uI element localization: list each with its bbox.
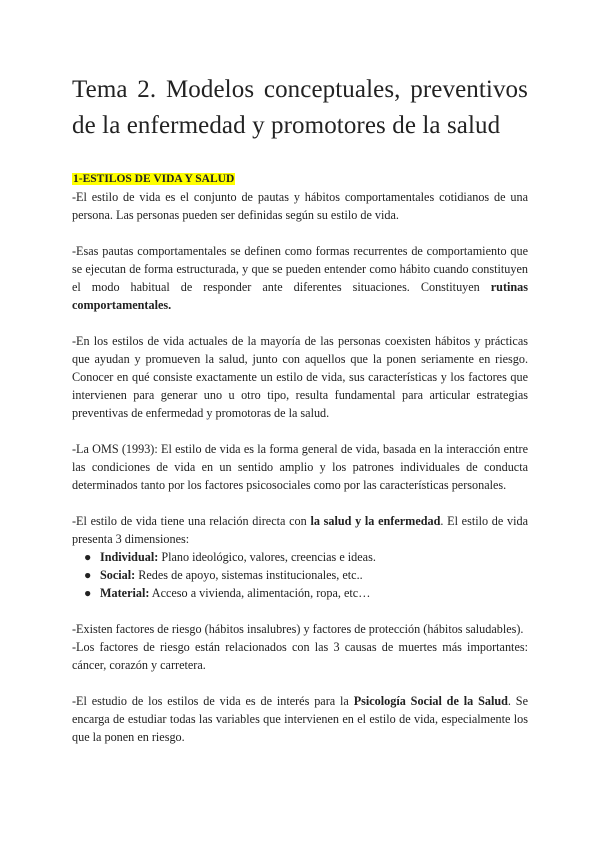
section-heading: 1-ESTILOS DE VIDA Y SALUD — [73, 173, 235, 185]
paragraph-2 — [72, 242, 528, 314]
paragraph-4: -La OMS (1993): El estilo de vida es la forma general de vida, basada en la interacción entre las condiciones de vida en un sentido amplio y los patrones individuales de conducta determinados tanto por los factores psicosociales como por las características personales. — [72, 442, 528, 492]
list-item — [84, 566, 528, 584]
paragraph-8-post: . Se encarga de estudiar todas las variables que intervienen en el estilo de vida, especialmente los que la ponen en riesgo. — [72, 694, 528, 744]
paragraph-1: -El estilo de vida es el conjunto de pautas y hábitos comportamentales cotidianos de una persona. Las personas pueden ser definidas según su estilo de vida. — [72, 190, 528, 222]
dimension-text: Redes de apoyo, sistemas institucionales, etc.. — [135, 568, 363, 582]
paragraph-5-bold: la salud y la enfermedad — [310, 514, 441, 528]
paragraph-5-pre: -El estilo de vida tiene una relación directa con — [72, 514, 311, 528]
section-heading-wrap — [72, 168, 528, 188]
paragraph-3: -En los estilos de vida actuales de la mayoría de las personas coexisten hábitos y prácticas que ayudan y promueven la salud, junto con aquellos que la ponen seriamente en riesgo. Conocer en qué consiste exactamente un estilo de vida, sus características y los factores que intervienen para generar uno u otro tipo, resulta fundamental para articular estrategias preventivas de enfermedad y promotoras de la salud. — [72, 334, 528, 420]
paragraph-7: -Los factores de riesgo están relacionados con las 3 causas de muertes más importantes: cáncer, corazón y carretera. — [72, 640, 528, 672]
paragraph-8-bold: Psicología Social de la Salud — [353, 694, 508, 708]
dimension-label: Material: — [100, 586, 150, 600]
page-title: Tema 2. Modelos conceptuales, preventivos de la enfermedad y promotores de la salud — [72, 76, 528, 139]
paragraph-8-pre: -El estudio de los estilos de vida es de interés para la — [72, 694, 354, 708]
paragraph-2-bold: rutinas comportamentales. — [72, 280, 528, 312]
list-item — [84, 584, 528, 602]
paragraph-8 — [72, 692, 528, 746]
dimension-label: Individual: — [100, 550, 159, 564]
bullet-icon: ● — [84, 586, 92, 600]
bullet-icon: ● — [84, 550, 92, 564]
paragraph-5 — [72, 512, 528, 548]
dimension-text: Plano ideológico, valores, creencias e ideas. — [158, 550, 376, 564]
paragraph-5-post: . El estilo de vida presenta 3 dimensiones: — [72, 514, 528, 546]
list-item — [84, 548, 528, 566]
paragraph-6: -Existen factores de riesgo (hábitos insalubres) y factores de protección (hábitos saludables). — [72, 622, 524, 636]
dimension-text: Acceso a vivienda, alimentación, ropa, etc… — [149, 586, 371, 600]
paragraph-2-text: -Esas pautas comportamentales se definen como formas recurrentes de comportamiento que se ejecutan de forma estructurada, y que se pueden entender como hábito cuando constituyen el modo habitual de responder ante diferentes situaciones. Constituyen — [72, 244, 528, 294]
bullet-icon: ● — [84, 568, 92, 582]
dimensions-list — [72, 548, 528, 602]
dimension-label: Social: — [100, 568, 136, 582]
